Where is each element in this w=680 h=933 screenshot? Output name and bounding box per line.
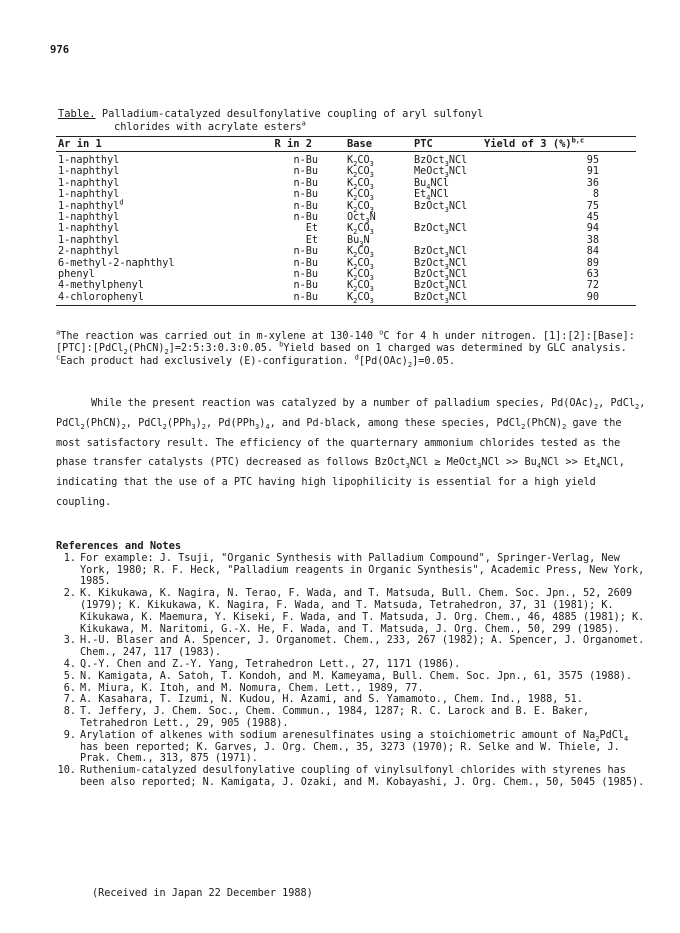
cell-ptc: BzOct$_3$NCl [414, 155, 468, 169]
reference-item [56, 659, 652, 671]
references-heading: References and Notes [56, 540, 182, 552]
reference-text: N. Kamigata, A. Satoh, T. Kondoh, and M. Kameyama, Bull. Chem. Soc. Jpn., 61, 3575 (1988). [80, 670, 633, 682]
table-row [56, 269, 636, 280]
cell-ptc: MeOct$_3$NCl [414, 166, 468, 180]
cell-base: $K_2CO_3$ [347, 189, 374, 203]
cell-r: n-Bu [293, 257, 318, 269]
caption-label: Table. [58, 108, 96, 120]
cell-ar: 1-naphthyl$^d$ [58, 198, 124, 212]
cell-r: Et [305, 223, 318, 235]
header-ptc: PTC [414, 138, 433, 150]
cell-r: n-Bu [293, 177, 318, 189]
cell-ar: 6-methyl-2-naphthyl [58, 257, 175, 269]
cell-r: n-Bu [293, 280, 318, 292]
cell-ar: 1-naphthyl [58, 155, 120, 166]
cell-r: n-Bu [293, 200, 318, 212]
cell-ptc: BzOct$_3$NCl [414, 246, 468, 260]
table-footnotes [56, 328, 646, 369]
cell-yield: 38 [586, 234, 599, 246]
cell-ar: 1-naphthyl [58, 177, 120, 189]
header-base: Base [347, 138, 373, 150]
reference-text: Q.-Y. Chen and Z.-Y. Yang, Tetrahedron Lett., 27, 1171 (1986). [80, 658, 461, 670]
cell-base: $K_2CO_3$ [347, 257, 374, 271]
table-bottom-rule [56, 305, 636, 306]
table-row [56, 198, 636, 214]
cell-base: $K_2CO_3$ [347, 155, 374, 169]
cell-yield: 89 [586, 257, 599, 269]
reference-item [56, 671, 652, 683]
table-row [56, 166, 636, 180]
reference-number: 3. [63, 635, 76, 647]
cell-ar: 1-naphthyl [58, 223, 120, 235]
received-date: (Received in Japan 22 December 1988) [92, 888, 313, 899]
reference-text: K. Kikukawa, K. Nagira, N. Terao, F. Wada, and T. Matsuda, Bull. Chem. Soc. Jpn., 52, 2609 (1979); K. Kikukawa, K. Nagira, F. Wada, and T. Matsuda, Tetrahedron, 37, 31 (1981); K. Kikukawa, K. Maemura, Y. Kiseki, F. Wada, and T. Matsuda, J. Org. Chem., 46, 4885 (1981); K. Kikukawa, M. Naritomi, G.-X. He, F. Wada, and T. Matsuda, J. Org. Chem., 50, 299 (1985). [80, 588, 645, 635]
cell-ar: phenyl [58, 268, 95, 280]
cell-base: $K_2CO_3$ [347, 280, 374, 294]
cell-base: $K_2CO_3$ [347, 166, 374, 180]
table-row [56, 189, 636, 203]
cell-r: Et [305, 234, 318, 246]
reference-number: 2. [63, 588, 76, 600]
cell-ptc: BzOct$_3$NCl [414, 291, 468, 305]
reference-text: Arylation of alkenes with sodium arenesulfinates using a stoichiometric amount of $Na_2PdCl_4$ has been reported; K. Garves, J. Org. Chem., 35, 3273 (1970); R. Selke and W. Thiele, J. Prak. Chem., 313, 875 (1971). [80, 729, 629, 765]
reference-number: 9. [63, 729, 76, 741]
reference-item [56, 683, 652, 695]
cell-ar: 1-naphthyl [58, 234, 120, 246]
cell-ar: 4-methylphenyl [58, 280, 144, 292]
table-row [56, 212, 636, 223]
caption-line-2: chlorides with acrylate esters [114, 120, 302, 133]
cell-yield: 94 [586, 223, 599, 235]
cell-yield: 45 [586, 211, 599, 223]
cell-yield: 91 [586, 166, 599, 178]
cell-base: Oct$_3$N [347, 211, 376, 225]
cell-r: n-Bu [293, 166, 318, 178]
body-paragraph: While the present reaction was catalyzed by a number of palladium species, $Pd(OAc)_2$, PdCl$_2$, $PdCl_2(PhCN)_2$, $PdCl_2(PPh_3)_2$, $Pd(PPh_3)_4$, and Pd-black, among these species, $PdCl_2(PhCN)_2$ gave the most satisfactory result. The efficiency of the quarternary ammonium chlorides tested as the phase transfer catalysts (PTC) decreased as follows BzOct$_3$NCl ≥ MeOct$_3$NCl >> $Bu_4NCl >> Et_4NCl$, indicating that the use of a PTC having high lipophilicity is essential for a high yield coupling. [56, 398, 646, 508]
reference-text: T. Jeffery, J. Chem. Soc., Chem. Commun., 1984, 1287; R. C. Larock and B. E. Baker, Tetrahedron Lett., 29, 905 (1988). [80, 706, 590, 729]
reference-number: 8. [63, 706, 76, 718]
reference-item [56, 588, 652, 635]
cell-yield: 72 [586, 280, 599, 292]
references-list [56, 553, 652, 789]
cell-ar: 4-chlorophenyl [58, 291, 144, 303]
reference-number: 5. [63, 670, 76, 682]
results-table [56, 136, 636, 306]
reference-text: Ruthenium-catalyzed desulfonylative coupling of vinylsulfonyl chlorides with styrenes has been also reported; N. Kamigata, J. Ozaki, and M. Kobayashi, J. Org. Chem., 50, 5045 (1985). [80, 765, 645, 788]
cell-base: $K_2CO_3$ [347, 291, 374, 305]
reference-number: 10. [57, 765, 76, 777]
cell-base: $K_2CO_3$ [347, 268, 374, 282]
caption-line-1: Palladium-catalyzed desulfonylative coupling of aryl sulfonyl [101, 108, 484, 120]
reference-number: 1. [63, 552, 76, 564]
cell-ptc: $Et_4NCl$ [414, 189, 449, 203]
cell-yield: 75 [586, 200, 599, 212]
cell-ptc: BzOct$_3$NCl [414, 200, 468, 214]
cell-r: n-Bu [293, 268, 318, 280]
table-row [56, 280, 636, 294]
table-row [56, 155, 636, 169]
table-caption [58, 108, 638, 133]
cell-yield: 84 [586, 246, 599, 258]
cell-ar: 1-naphthyl [58, 211, 120, 223]
reference-item [56, 706, 652, 730]
table-row [56, 223, 636, 237]
cell-ptc: BzOct$_3$NCl [414, 268, 468, 282]
cell-ptc: $Bu_4NCl$ [414, 177, 449, 191]
cell-r: n-Bu [293, 211, 318, 223]
table-row [56, 235, 636, 246]
reference-item [56, 635, 652, 659]
reference-text: For example: J. Tsuji, "Organic Synthesis with Palladium Compound", Springer-Verlag, New York, 1980; R. F. Heck, "Palladium reagents in Organic Synthesis", Academic Press, New York, 1985. [80, 552, 645, 588]
reference-number: 6. [63, 682, 76, 694]
reference-item [56, 694, 652, 706]
cell-base: $K_2CO_3$ [347, 246, 374, 260]
cell-r: n-Bu [293, 291, 318, 303]
page-number: 976 [50, 44, 70, 56]
cell-ar: 2-naphthyl [58, 246, 120, 258]
caption-footnote-mark: a [301, 119, 306, 128]
table-row [56, 246, 636, 260]
reference-text: A. Kasahara, T. Izumi, N. Kudou, H. Azami, and S. Yamamoto., Chem. Ind., 1988, 51. [80, 694, 583, 706]
references-section [56, 541, 652, 789]
cell-yield: 36 [586, 177, 599, 189]
cell-ptc: BzOct$_3$NCl [414, 280, 468, 294]
cell-base: $K_2CO_3$ [347, 177, 374, 191]
cell-r: n-Bu [293, 189, 318, 201]
cell-ptc: BzOct$_3$NCl [414, 223, 468, 237]
cell-yield: 63 [586, 268, 599, 280]
reference-item [56, 765, 652, 789]
cell-base: $K_2CO_3$ [347, 200, 374, 214]
table-row [56, 292, 636, 303]
table-header-row [56, 137, 636, 151]
body-text [56, 394, 646, 513]
reference-text: M. Miura, K. Itoh, and M. Nomura, Chem. Lett., 1989, 77. [80, 682, 424, 694]
cell-r: n-Bu [293, 155, 318, 166]
cell-base: $Bu_3N$ [347, 234, 370, 248]
cell-ar: 1-naphthyl [58, 189, 120, 201]
cell-ptc: BzOct$_3$NCl [414, 257, 468, 271]
table-row [56, 178, 636, 189]
header-r: R in 2 [274, 138, 312, 150]
reference-item [56, 553, 652, 588]
cell-base: $K_2CO_3$ [347, 223, 374, 237]
reference-text: H.-U. Blaser and A. Spencer, J. Organomet. Chem., 233, 267 (1982); A. Spencer, J. Organomet. Chem., 247, 117 (1983). [80, 635, 645, 659]
header-yield: Yield of 3 (%)$^{b,c}$ [484, 136, 585, 150]
cell-ar: 1-naphthyl [58, 166, 120, 178]
cell-yield: 90 [586, 291, 599, 303]
header-ar: Ar in 1 [58, 138, 102, 150]
reference-number: 7. [63, 694, 76, 706]
reference-item [56, 730, 652, 765]
reference-number: 4. [63, 658, 76, 670]
cell-yield: 8 [592, 189, 599, 201]
table-row [56, 258, 636, 269]
cell-yield: 95 [586, 155, 599, 166]
footnotes-text: $^a$The reaction was carried out in m-xylene at 130-140 $^o$C for 4 h under nitrogen. $[1]:[2]:[Base]:[PTC]:[PdCl_2(PhCN)_2]=2:5:3:0.3:0.05$. $^b$Yield based on 1 charged was determined by GLC analysis. $^c$Each product had exclusively (E)-configuration. $^d[Pd(OAc)_2]=0.05$. [56, 328, 635, 369]
table-body [56, 152, 636, 305]
cell-r: n-Bu [293, 246, 318, 258]
